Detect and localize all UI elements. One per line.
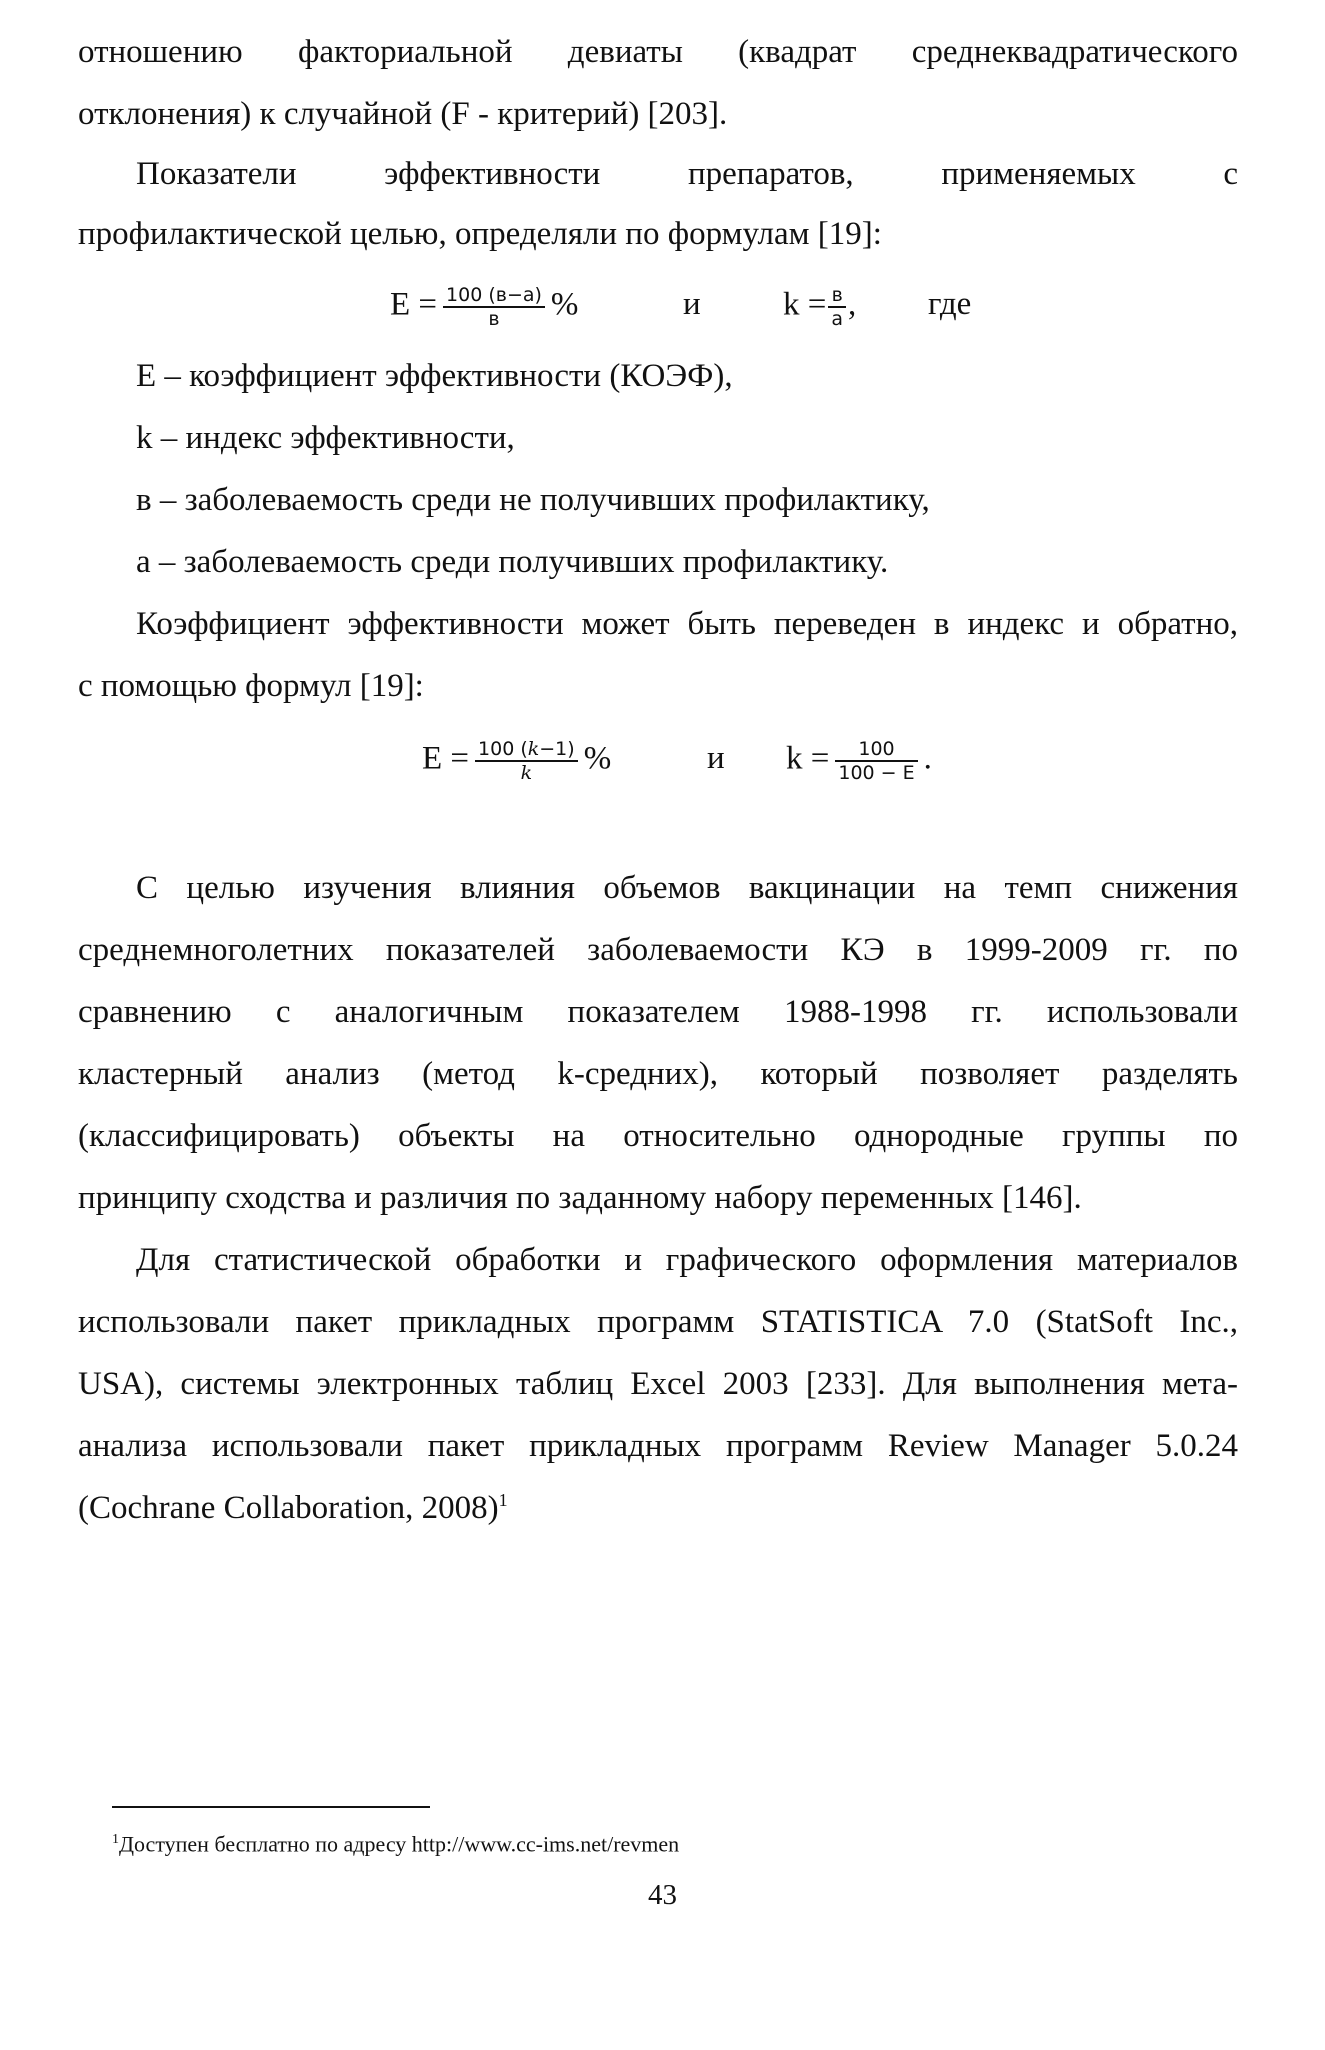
formula-lhs: Е =	[390, 286, 438, 323]
percent-sign: %	[550, 286, 579, 323]
paragraph-line	[78, 1488, 1238, 1528]
definition-line: а – заболеваемость среди получивших профилактику.	[136, 544, 889, 580]
formula-lhs: Е =	[422, 740, 470, 777]
footnote-reference[interactable]: 1	[498, 1490, 508, 1510]
efficiency-formula	[390, 284, 578, 330]
paragraph-line-text: (Cochrane Collaboration, 2008)	[78, 1490, 499, 1526]
paragraph-line: кластерный анализ (метод k-средних), который позволяет разделять	[78, 1056, 1238, 1092]
footnote-divider	[112, 1806, 430, 1808]
formula-fraction	[475, 738, 578, 784]
fraction-numerator: 100 (в−а)	[443, 284, 545, 308]
numerator-variable: k	[527, 738, 540, 760]
fraction-numerator: в	[828, 284, 846, 308]
efficiency-from-index-formula	[422, 738, 611, 784]
paragraph-line: с помощью формул [19]:	[78, 668, 424, 704]
paragraph-line: Для статистической обработки и графического оформления материалов	[136, 1242, 1238, 1278]
paragraph-line: сравнению с аналогичным показателем 1988-1998 гг. использовали	[78, 994, 1238, 1030]
paragraph-line: принципу сходства и различия по заданному набору переменных [146].	[78, 1180, 1082, 1216]
paragraph-line: USA), системы электронных таблиц Excel 2003 [233]. Для выполнения мета-	[78, 1366, 1238, 1402]
fraction-denominator: в	[488, 308, 500, 330]
page-number: 43	[648, 1879, 677, 1911]
paragraph-line: С целью изучения влияния объемов вакцинации на темп снижения	[136, 870, 1238, 906]
formula-lhs: k =	[783, 286, 827, 323]
fraction-numerator	[475, 738, 578, 762]
formula-fraction	[828, 284, 846, 330]
fraction-denominator: а	[831, 308, 844, 330]
formula-lhs: k =	[786, 740, 830, 777]
footnote	[112, 1826, 679, 1858]
definition-line: в – заболеваемость среди не получивших профилактику,	[136, 482, 930, 518]
paragraph-line: (классифицировать) объекты на относительно однородные группы по	[78, 1118, 1238, 1154]
paragraph-line: отношению факториальной девиаты (квадрат среднеквадратического	[78, 34, 1238, 70]
numerator-suffix: −1)	[539, 738, 575, 760]
paragraph-line: среднемноголетних показателей заболеваемости КЭ в 1999-2009 гг. по	[78, 932, 1238, 968]
fraction-denominator: k	[520, 762, 533, 784]
fraction-numerator: 100	[835, 738, 917, 762]
conjunction-and: и	[683, 286, 701, 322]
conjunction-and: и	[707, 740, 725, 776]
numerator-prefix: 100 (	[478, 738, 528, 760]
paragraph-line: профилактической целью, определяли по формулам [19]:	[78, 216, 882, 252]
paragraph-line: анализа использовали пакет прикладных программ Review Manager 5.0.24	[78, 1428, 1238, 1464]
paragraph-line: Показатели эффективности препаратов, применяемых с	[136, 156, 1238, 192]
formula-fraction	[835, 738, 917, 784]
definition-line: Е – коэффициент эффективности (КОЭФ),	[136, 358, 733, 394]
footnote-text: Доступен бесплатно по адресу http://www.cc-ims.net/revmen	[119, 1831, 680, 1857]
paragraph-line: использовали пакет прикладных программ STATISTICA 7.0 (StatSoft Inc.,	[78, 1304, 1238, 1340]
index-from-efficiency-formula	[786, 738, 932, 784]
formula-period: .	[923, 740, 932, 777]
percent-sign: %	[583, 740, 612, 777]
formula-comma: ,	[848, 286, 857, 323]
paragraph-line: Коэффициент эффективности может быть переведен в индекс и обратно,	[136, 606, 1238, 642]
footnote-mark: 1	[112, 1832, 119, 1847]
word-where: где	[928, 286, 972, 322]
index-formula	[783, 284, 856, 330]
fraction-denominator: 100 − Е	[838, 762, 915, 784]
paragraph-line: отклонения) к случайной (F - критерий) [203].	[78, 96, 728, 132]
definition-line: k – индекс эффективности,	[136, 420, 515, 456]
formula-fraction	[443, 284, 545, 330]
